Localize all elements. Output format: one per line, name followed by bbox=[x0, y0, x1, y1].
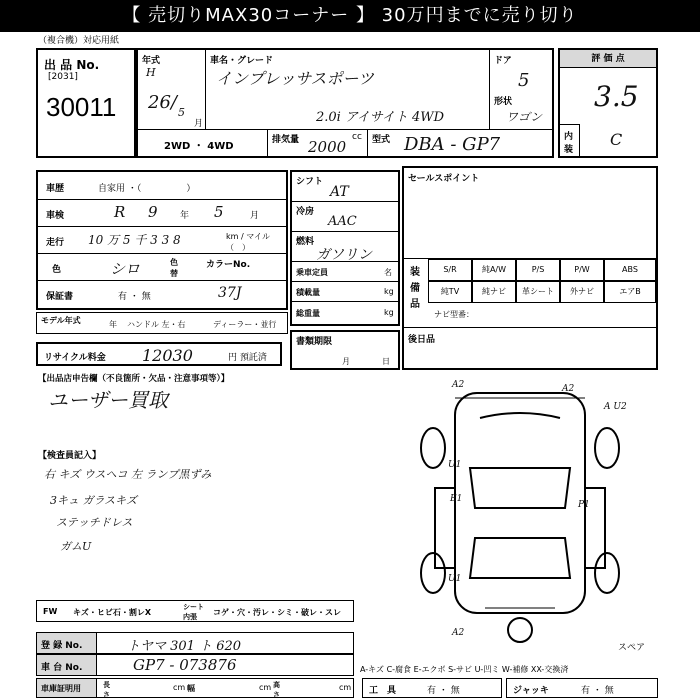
hood-line bbox=[480, 413, 560, 418]
spare-tire bbox=[508, 618, 532, 642]
year-month: 5 bbox=[178, 106, 185, 119]
inspection-month: 5 bbox=[214, 203, 224, 221]
registration-row bbox=[36, 632, 354, 654]
equip-power-steering: P/S bbox=[516, 259, 560, 281]
model-year-unit: 年 bbox=[109, 320, 117, 329]
inspection-month-unit: 月 bbox=[250, 211, 260, 221]
mileage-row bbox=[38, 227, 286, 254]
door-value: 5 bbox=[518, 70, 530, 91]
type-label: 型式 bbox=[372, 135, 391, 145]
lot-sub: [2031] bbox=[48, 72, 78, 82]
weight-unit: kg bbox=[384, 308, 394, 317]
chassis-value: GP7 - 073876 bbox=[133, 656, 237, 674]
shift-label: シフト bbox=[296, 177, 324, 187]
inspection-year-unit: 年 bbox=[180, 211, 190, 221]
color-value: シロ bbox=[110, 260, 141, 278]
doc-date-month: 月 bbox=[342, 357, 350, 366]
cert-height-unit: cm bbox=[339, 683, 352, 692]
year-label: 年式 bbox=[142, 56, 161, 66]
seats-unit: 名 bbox=[384, 268, 392, 277]
damage-mark-right-fender: A U2 bbox=[604, 402, 627, 412]
registration-label: 登 録 No. bbox=[41, 641, 83, 651]
seats-label: 乗車定員 bbox=[296, 268, 328, 277]
car-model: インプレッサスポーツ bbox=[216, 69, 374, 88]
color-label: 色 bbox=[52, 265, 62, 275]
inspection-year: 9 bbox=[148, 203, 158, 221]
dealer-type: ディーラー・並行 bbox=[213, 320, 277, 329]
equip-sunroof: S/R bbox=[428, 259, 472, 281]
fuel-row bbox=[292, 232, 398, 262]
warranty-label: 保証書 bbox=[46, 292, 74, 302]
spec-column bbox=[290, 170, 400, 326]
damage-mark-left-door: E1 bbox=[450, 494, 463, 504]
score-box bbox=[558, 48, 658, 158]
tools-value: 有 ・ 無 bbox=[427, 686, 460, 696]
warranty-value: 有 ・ 無 bbox=[118, 292, 151, 302]
seat-label: シート内張 bbox=[183, 603, 204, 621]
history-row bbox=[38, 172, 286, 200]
door-label: ドア bbox=[494, 56, 512, 66]
shift-value: AT bbox=[330, 184, 349, 200]
equip-abs: ABS bbox=[604, 259, 656, 281]
load-row bbox=[292, 282, 398, 302]
history-value: 自家用 ・（ ） bbox=[98, 184, 196, 194]
garage-cert-row bbox=[36, 678, 354, 698]
vehicle-spec-table bbox=[36, 170, 288, 310]
lot-header: 出 品 No. bbox=[44, 58, 100, 72]
chassis-label: 車 台 No. bbox=[41, 663, 83, 673]
jack-box bbox=[506, 678, 658, 698]
damage-mark-left-rear: U1 bbox=[448, 574, 462, 584]
rear-right-wheel bbox=[595, 553, 619, 593]
ac-value: AAC bbox=[328, 214, 357, 229]
history-label: 車歴 bbox=[46, 184, 65, 194]
weight-label: 総重量 bbox=[296, 309, 320, 318]
front-left-wheel bbox=[421, 428, 445, 468]
inspector-line-2: 3キュ ガラスキズ bbox=[50, 494, 137, 507]
car-grade: 2.0i アイサイト 4WD bbox=[316, 110, 445, 125]
load-unit: kg bbox=[384, 287, 394, 296]
doc-date-label: 書類期限 bbox=[296, 337, 333, 347]
mileage-label: 走行 bbox=[46, 238, 65, 248]
fuel-value: ガソリン bbox=[316, 247, 372, 263]
equip-nav: 純ナビ bbox=[472, 281, 516, 303]
cert-length-unit: cm bbox=[173, 683, 186, 692]
inspector-label: 【検査員記入】 bbox=[38, 451, 102, 461]
equip-leather: 革シート bbox=[516, 281, 560, 303]
spare-label: スペア bbox=[618, 643, 646, 653]
cert-width: 幅 bbox=[187, 684, 195, 693]
equipment-section bbox=[404, 258, 656, 328]
fw-seat-row bbox=[36, 600, 354, 622]
cert-length: 長さ bbox=[103, 681, 110, 699]
doc-date-box bbox=[290, 330, 400, 370]
tools-box bbox=[362, 678, 502, 698]
seller-note-label: 【出品店申告欄（不良箇所・欠品・注意事項等）】 bbox=[38, 374, 230, 384]
score-label: 評 価 点 bbox=[560, 50, 656, 68]
color-code-value: 37J bbox=[218, 285, 242, 301]
displacement-unit: cc bbox=[352, 132, 362, 142]
drive-label: 2WD ・ 4WD bbox=[164, 141, 234, 152]
after-note-label: 後日品 bbox=[408, 335, 436, 345]
fw-label: FW bbox=[43, 607, 58, 616]
rear-window bbox=[470, 538, 570, 578]
mileage-unit: km / マイル（ ） bbox=[226, 232, 271, 252]
equip-power-windows: P/W bbox=[560, 259, 604, 281]
seat-items: コゲ・穴・汚レ・シミ・破レ・スレ bbox=[213, 608, 341, 617]
inspection-row bbox=[38, 200, 286, 227]
displacement-value: 2000 bbox=[308, 138, 347, 156]
equip-alloy-wheels: 純A/W bbox=[472, 259, 516, 281]
cert-height: 高さ bbox=[273, 681, 280, 699]
displacement-cell bbox=[268, 130, 368, 156]
interior-value: C bbox=[610, 130, 623, 149]
color-row bbox=[38, 254, 286, 281]
recycle-label: リサイクル料金 bbox=[44, 353, 106, 363]
year-month-unit: 月 bbox=[194, 119, 204, 129]
fw-items: キズ・ヒビ石・割レX bbox=[73, 608, 152, 617]
doc-date-day: 日 bbox=[382, 357, 390, 366]
door-cell bbox=[490, 50, 552, 130]
chassis-row bbox=[36, 654, 354, 676]
load-label: 積載量 bbox=[296, 288, 320, 297]
car-damage-diagram bbox=[415, 378, 625, 648]
registration-value: トヤマ 301 ト 620 bbox=[127, 639, 242, 654]
warranty-row bbox=[38, 281, 286, 308]
year-cell bbox=[138, 50, 206, 130]
nav-model-label: ナビ型番： bbox=[434, 310, 474, 319]
cert-label-cell bbox=[37, 679, 97, 697]
damage-mark-front: A2 bbox=[452, 380, 465, 390]
mileage-value: 10 万 5 千 3 3 8 bbox=[88, 233, 181, 247]
seller-note-value: ユーザー買取 bbox=[48, 388, 168, 412]
jack-label: ジャッキ bbox=[513, 686, 549, 696]
interior-label: 内装 bbox=[564, 132, 574, 155]
windshield bbox=[470, 468, 570, 508]
recycle-unit: 円 預託済 bbox=[228, 353, 267, 363]
jack-value: 有 ・ 無 bbox=[581, 686, 614, 696]
score-value: 3.5 bbox=[594, 80, 639, 113]
inspection-era: R bbox=[114, 203, 126, 221]
name-cell bbox=[206, 50, 490, 130]
equip-aftermarket-nav: 外ナビ bbox=[560, 281, 604, 303]
damage-mark-front-right: A2 bbox=[562, 384, 575, 394]
sales-equipment-box bbox=[402, 166, 658, 370]
recycle-value: 12030 bbox=[142, 346, 193, 365]
ac-row bbox=[292, 202, 398, 232]
damage-mark-right-door: P1 bbox=[578, 500, 590, 510]
inspector-line-1: 右 キズ ウスヘコ 左 ランプ黒ずみ bbox=[44, 468, 212, 481]
inspector-line-3: ステッチドレス bbox=[56, 516, 133, 529]
cert-width-unit: cm bbox=[259, 683, 272, 692]
equip-tv: 純TV bbox=[428, 281, 472, 303]
lot-number-box bbox=[36, 48, 136, 158]
model-year-row bbox=[36, 312, 288, 334]
color-change-label: 色替 bbox=[170, 258, 178, 278]
handle-side: ハンドル 左・右 bbox=[127, 320, 186, 329]
seats-row bbox=[292, 262, 398, 282]
form-note: （複合機）対応用紙 bbox=[38, 36, 120, 46]
model-year-label: モデル年式 bbox=[41, 316, 81, 325]
damage-legend: A-キズ C-腐食 E-エクボ S-サビ U-凹ミ W-補修 XX-交換済 bbox=[360, 665, 569, 674]
sales-point-label: セールスポイント bbox=[408, 174, 480, 184]
equip-airbag: エアB bbox=[604, 281, 656, 303]
year-era: H bbox=[146, 66, 156, 79]
drive-cell bbox=[138, 130, 268, 156]
interior-label-cell bbox=[560, 124, 580, 156]
year-value: 26/ bbox=[148, 92, 177, 113]
recycle-row bbox=[36, 342, 282, 366]
ac-label: 冷房 bbox=[296, 207, 315, 217]
chassis-label-cell bbox=[37, 655, 97, 675]
damage-mark-rear: A2 bbox=[452, 628, 465, 638]
shift-row bbox=[292, 172, 398, 202]
fuel-label: 燃料 bbox=[296, 237, 315, 247]
cert-label: 車庫証明用 bbox=[41, 684, 81, 693]
equipment-label: 装備品 bbox=[410, 267, 420, 310]
damage-mark-left-front: U1 bbox=[448, 460, 462, 470]
name-label: 車名・グレード bbox=[210, 56, 274, 66]
type-cell bbox=[368, 130, 552, 156]
registration-label-cell bbox=[37, 633, 97, 653]
shape-value: ワゴン bbox=[506, 110, 543, 124]
shape-label: 形状 bbox=[494, 97, 513, 107]
tools-label: 工 具 bbox=[369, 686, 397, 696]
rear-left-wheel bbox=[421, 553, 445, 593]
type-value: DBA - GP7 bbox=[404, 134, 501, 155]
displacement-label: 排気量 bbox=[272, 135, 300, 145]
color-code-label: カラーNo. bbox=[206, 260, 251, 270]
inspection-label: 車検 bbox=[46, 211, 65, 221]
vehicle-header-box bbox=[136, 48, 554, 158]
inspector-line-4: ガムU bbox=[60, 540, 92, 553]
weight-row bbox=[292, 302, 398, 324]
banner-title: 【 売切りMAX30コーナー 】 30万円までに売り切り bbox=[0, 0, 700, 32]
lot-number: 30011 bbox=[46, 92, 117, 122]
front-right-wheel bbox=[595, 428, 619, 468]
